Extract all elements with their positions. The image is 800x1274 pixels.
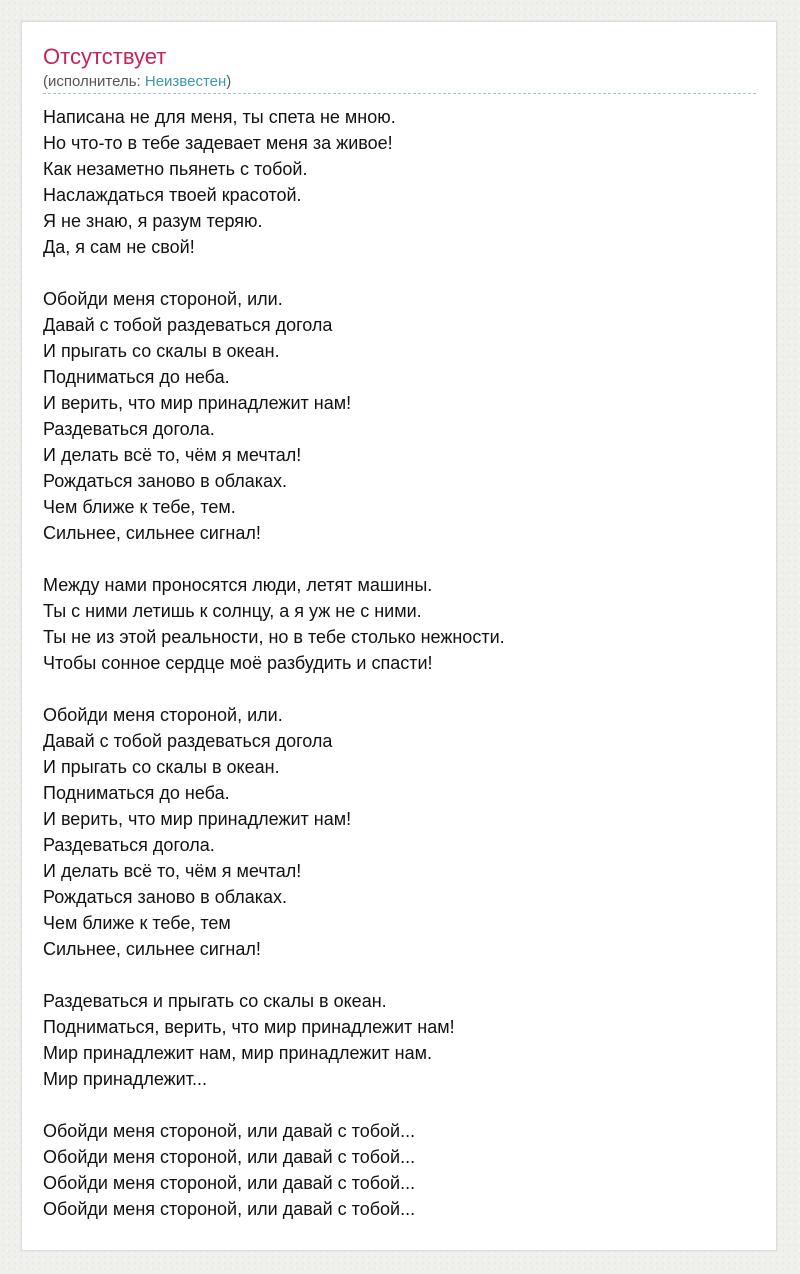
lyrics-line: Между нами проносятся люди, летят машины. bbox=[43, 575, 433, 595]
lyrics-line: Чем ближе к тебе, тем bbox=[43, 913, 231, 933]
lyrics-line: Обойди меня стороной, или давай с тобой... bbox=[43, 1121, 416, 1141]
lyrics-line: Рождаться заново в облаках. bbox=[43, 471, 288, 491]
lyrics-line: Мир принадлежит нам, мир принадлежит нам. bbox=[43, 1043, 432, 1063]
lyrics-line: Ты с ними летишь к солнцу, а я уж не с ними. bbox=[43, 601, 422, 621]
lyrics-line: Ты не из этой реальности, но в тебе столько нежности. bbox=[43, 627, 505, 647]
lyrics-line: Подниматься до неба. bbox=[43, 367, 230, 387]
artist-suffix: ) bbox=[226, 73, 232, 90]
lyrics-line: И прыгать со скалы в океан. bbox=[43, 341, 280, 361]
lyrics-line: Раздеваться и прыгать со скалы в океан. bbox=[43, 991, 387, 1011]
lyrics-line: И прыгать со скалы в океан. bbox=[43, 757, 280, 777]
lyrics-line: Обойди меня стороной, или давай с тобой... bbox=[43, 1199, 416, 1219]
lyrics-line: Но что-то в тебе задевает меня за живое! bbox=[43, 133, 393, 153]
song-title: Отсутствует bbox=[43, 44, 167, 69]
lyrics-stanza bbox=[43, 104, 758, 260]
lyrics-line: Чем ближе к тебе, тем. bbox=[43, 497, 236, 517]
lyrics-card bbox=[21, 21, 777, 1251]
lyrics-line: Наслаждаться твоей красотой. bbox=[43, 185, 302, 205]
artist-prefix: (исполнитель: bbox=[43, 73, 145, 90]
lyrics-stanza bbox=[43, 1118, 758, 1222]
lyrics-line: Да, я сам не свой! bbox=[43, 237, 195, 257]
lyrics-line: Мир принадлежит... bbox=[43, 1069, 207, 1089]
lyrics-line: Подниматься, верить, что мир принадлежит нам! bbox=[43, 1017, 455, 1037]
lyrics-line: Давай с тобой раздеваться догола bbox=[43, 731, 333, 751]
lyrics-line: Обойди меня стороной, или. bbox=[43, 289, 283, 309]
lyrics-line: И делать всё то, чём я мечтал! bbox=[43, 861, 302, 881]
lyrics-stanza bbox=[43, 572, 758, 676]
artist-link[interactable]: Неизвестен bbox=[144, 73, 227, 90]
lyrics-line: И верить, что мир принадлежит нам! bbox=[43, 809, 352, 829]
lyrics-line: Сильнее, сильнее сигнал! bbox=[43, 523, 261, 543]
lyrics-stanza bbox=[43, 286, 758, 546]
lyrics-stanza bbox=[43, 988, 758, 1092]
lyrics-line: Раздеваться догола. bbox=[43, 835, 215, 855]
lyrics-stanza bbox=[43, 702, 758, 962]
lyrics-line: Чтобы сонное сердце моё разбудить и спасти! bbox=[43, 653, 433, 673]
lyrics-line: Обойди меня стороной, или. bbox=[43, 705, 283, 725]
lyrics-line: И делать всё то, чём я мечтал! bbox=[43, 445, 302, 465]
lyrics-line: Написана не для меня, ты спета не мною. bbox=[43, 107, 396, 127]
lyrics-line: Подниматься до неба. bbox=[43, 783, 230, 803]
lyrics-text bbox=[43, 104, 758, 1222]
lyrics-line: Рождаться заново в облаках. bbox=[43, 887, 288, 907]
artist-line bbox=[43, 73, 231, 91]
lyrics-line: Я не знаю, я разум теряю. bbox=[43, 211, 263, 231]
lyrics-line: Обойди меня стороной, или давай с тобой... bbox=[43, 1147, 416, 1167]
lyrics-line: Раздеваться догола. bbox=[43, 419, 215, 439]
lyrics-line: Сильнее, сильнее сигнал! bbox=[43, 939, 261, 959]
lyrics-line: И верить, что мир принадлежит нам! bbox=[43, 393, 352, 413]
lyrics-line: Обойди меня стороной, или давай с тобой... bbox=[43, 1173, 416, 1193]
lyrics-line: Как незаметно пьянеть с тобой. bbox=[43, 159, 308, 179]
lyrics-line: Давай с тобой раздеваться догола bbox=[43, 315, 333, 335]
title-divider bbox=[43, 93, 756, 94]
